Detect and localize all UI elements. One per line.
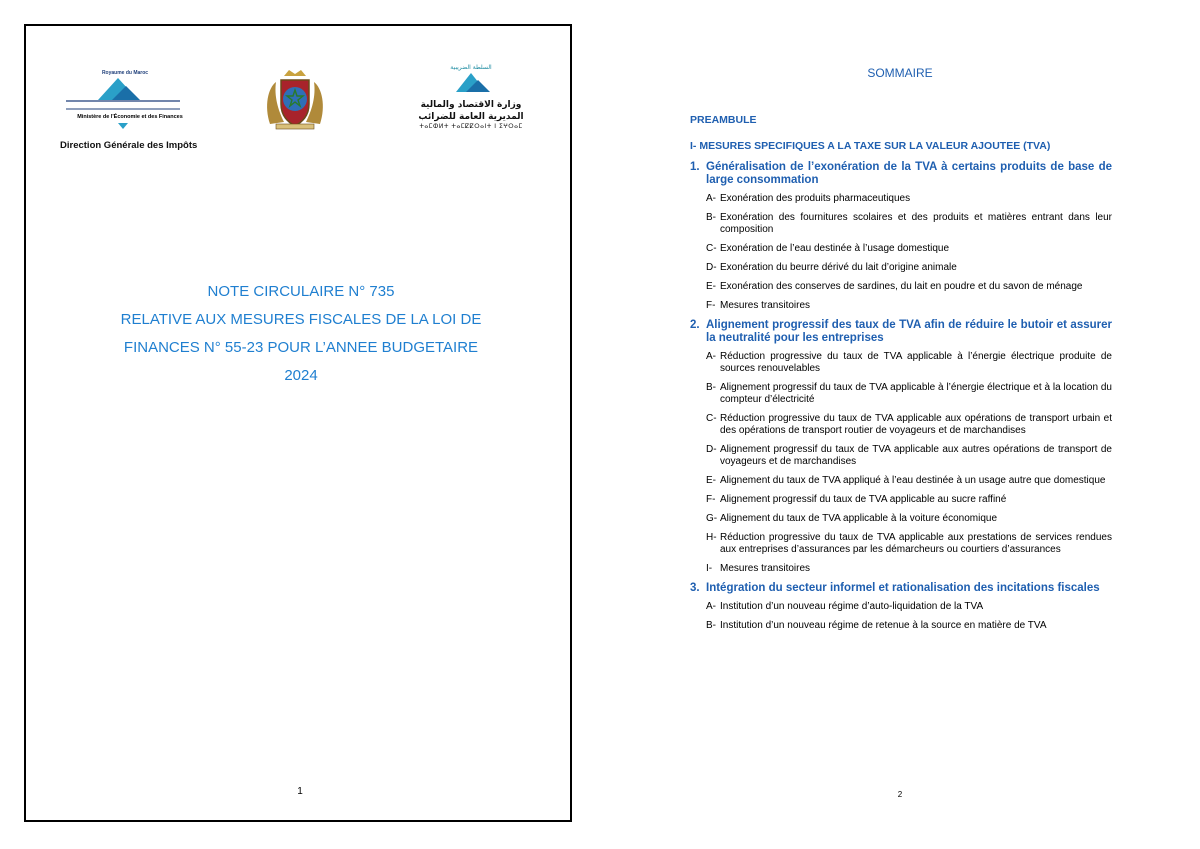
- toc-item[interactable]: [706, 563, 1112, 575]
- item-text: Mesures transitoires: [720, 563, 811, 574]
- item-text: Exonération des conserves de sardines, du lait en poudre et du savon de ménage: [720, 281, 1083, 292]
- toc-item[interactable]: [706, 620, 1112, 632]
- toc-item[interactable]: [706, 601, 1112, 613]
- dgi-logo: [60, 70, 230, 151]
- item-letter: E-: [706, 475, 716, 486]
- toc-part-1[interactable]: I- MESURES SPECIFIQUES A LA TAXE SUR LA VALEUR AJOUTEE (TVA): [690, 140, 1051, 152]
- circular-title: [86, 278, 516, 390]
- item-letter: A-: [706, 351, 716, 362]
- item-text: Alignement progressif du taux de TVA applicable au sucre raffiné: [720, 494, 1007, 505]
- item-text: Exonération du beurre dérivé du lait d’origine animale: [720, 262, 957, 273]
- dgi-triangle-logo-icon: [60, 76, 230, 110]
- item-letter: E-: [706, 281, 716, 292]
- item-letter: D-: [706, 444, 717, 455]
- item-text: Réduction progressive du taux de TVA applicable aux prestations de services rendues aux entreprises d’assurances par les démarcheurs ou courtiers d’assurances: [720, 532, 1112, 555]
- toc-item[interactable]: [706, 281, 1112, 293]
- document-page-2: [688, 0, 1118, 849]
- toc-section-1[interactable]: [690, 161, 1112, 187]
- toc-item[interactable]: [706, 262, 1112, 274]
- toc-item[interactable]: [706, 212, 1112, 236]
- logo-arabic-line-3: المديرية العامة للضرائب: [418, 112, 524, 122]
- page-number: 1: [297, 786, 303, 797]
- item-text: Institution d’un nouveau régime de retenue à la source en matière de TVA: [720, 620, 1047, 631]
- section-number: 2.: [690, 319, 700, 331]
- item-letter: D-: [706, 262, 717, 273]
- tax-authority-arabic-logo: [418, 64, 524, 130]
- item-letter: C-: [706, 413, 717, 424]
- toc-item[interactable]: [706, 300, 1112, 312]
- toc-item[interactable]: [706, 413, 1112, 437]
- item-letter: F-: [706, 300, 716, 311]
- item-letter: H-: [706, 532, 717, 543]
- logo-kingdom-text: Royaume du Maroc: [101, 70, 149, 76]
- title-line-4: 2024: [284, 367, 318, 384]
- section-number: 1.: [690, 161, 700, 173]
- item-letter: I-: [706, 563, 713, 574]
- item-letter: B-: [706, 620, 716, 631]
- item-text: Alignement progressif du taux de TVA applicable à l’énergie électrique et à la location du compteur d’électricité: [720, 382, 1112, 405]
- arabic-logo-triangle-icon: [418, 71, 524, 93]
- table-of-contents: [690, 114, 1112, 639]
- item-text: Institution d’un nouveau régime d’auto-liquidation de la TVA: [720, 601, 984, 612]
- item-letter: A-: [706, 601, 716, 612]
- summary-heading: SOMMAIRE: [867, 66, 933, 80]
- toc-section-3[interactable]: [690, 582, 1112, 595]
- section-title: Généralisation de l’exonération de la TVA à certains produits de base de large consommation: [706, 161, 1112, 186]
- logo-dgi-text: Direction Générale des Impôts: [60, 140, 198, 151]
- logo-arabic-line-2: وزارة الاقتصاد والمالية: [420, 100, 522, 110]
- item-letter: G-: [706, 513, 718, 524]
- toc-item[interactable]: [706, 532, 1112, 556]
- item-text: Alignement progressif du taux de TVA applicable aux autres opérations de transport de voyageurs et de marchandises: [720, 444, 1112, 467]
- item-letter: C-: [706, 243, 717, 254]
- item-text: Exonération des produits pharmaceutiques: [720, 193, 911, 204]
- item-text: Alignement du taux de TVA appliqué à l’eau destinée à un usage autre que domestique: [720, 475, 1106, 486]
- toc-item[interactable]: [706, 513, 1112, 525]
- logo-tifinagh-line: ⵜⴰⵎⵀⵍⵜ ⵜⴰⵎⵇⵇⵔⴰⵏⵜ ⵏ ⵉⵖⵔⴰⵎ: [419, 123, 523, 130]
- section-title: Intégration du secteur informel et rationalisation des incitations fiscales: [706, 582, 1100, 594]
- item-letter: F-: [706, 494, 716, 505]
- title-line-1: NOTE CIRCULAIRE N° 735: [207, 283, 395, 300]
- toc-item[interactable]: [706, 351, 1112, 375]
- item-letter: A-: [706, 193, 716, 204]
- item-text: Mesures transitoires: [720, 300, 811, 311]
- toc-item[interactable]: [706, 382, 1112, 406]
- toc-section-2[interactable]: [690, 319, 1112, 345]
- toc-item[interactable]: [706, 494, 1112, 506]
- section-title: Alignement progressif des taux de TVA afin de réduire le butoir et assurer la neutralité pour les entreprises: [706, 319, 1112, 344]
- item-text: Alignement du taux de TVA applicable à la voiture économique: [720, 513, 998, 524]
- moroccan-coat-of-arms-icon: [262, 66, 328, 132]
- page-number: 2: [897, 790, 903, 799]
- logo-down-arrow-icon: [60, 122, 230, 130]
- toc-preambule[interactable]: PREAMBULE: [690, 114, 757, 126]
- toc-item[interactable]: [706, 243, 1112, 255]
- title-line-2: RELATIVE AUX MESURES FISCALES DE LA LOI DE: [120, 311, 482, 328]
- logo-ministry-text: Ministère de l'Économie et des Finances: [77, 114, 183, 120]
- document-page-1: [24, 24, 572, 822]
- title-line-3: FINANCES N° 55-23 POUR L’ANNEE BUDGETAIRE: [123, 339, 479, 356]
- section-number: 3.: [690, 582, 700, 594]
- item-text: Exonération de l’eau destinée à l’usage domestique: [720, 243, 950, 254]
- item-letter: B-: [706, 212, 716, 223]
- logo-arabic-line-1: السلطة الضريبية: [450, 64, 492, 71]
- item-text: Réduction progressive du taux de TVA applicable à l’énergie électrique produite de sources renouvelables: [720, 351, 1112, 374]
- toc-item[interactable]: [706, 475, 1112, 487]
- item-text: Exonération des fournitures scolaires et des produits et matières entrant dans leur composition: [720, 212, 1112, 235]
- toc-item[interactable]: [706, 193, 1112, 205]
- item-text: Réduction progressive du taux de TVA applicable aux opérations de transport urbain et des opérations de transport routier de voyageurs et de marchandises: [720, 413, 1112, 436]
- toc-item[interactable]: [706, 444, 1112, 468]
- item-letter: B-: [706, 382, 716, 393]
